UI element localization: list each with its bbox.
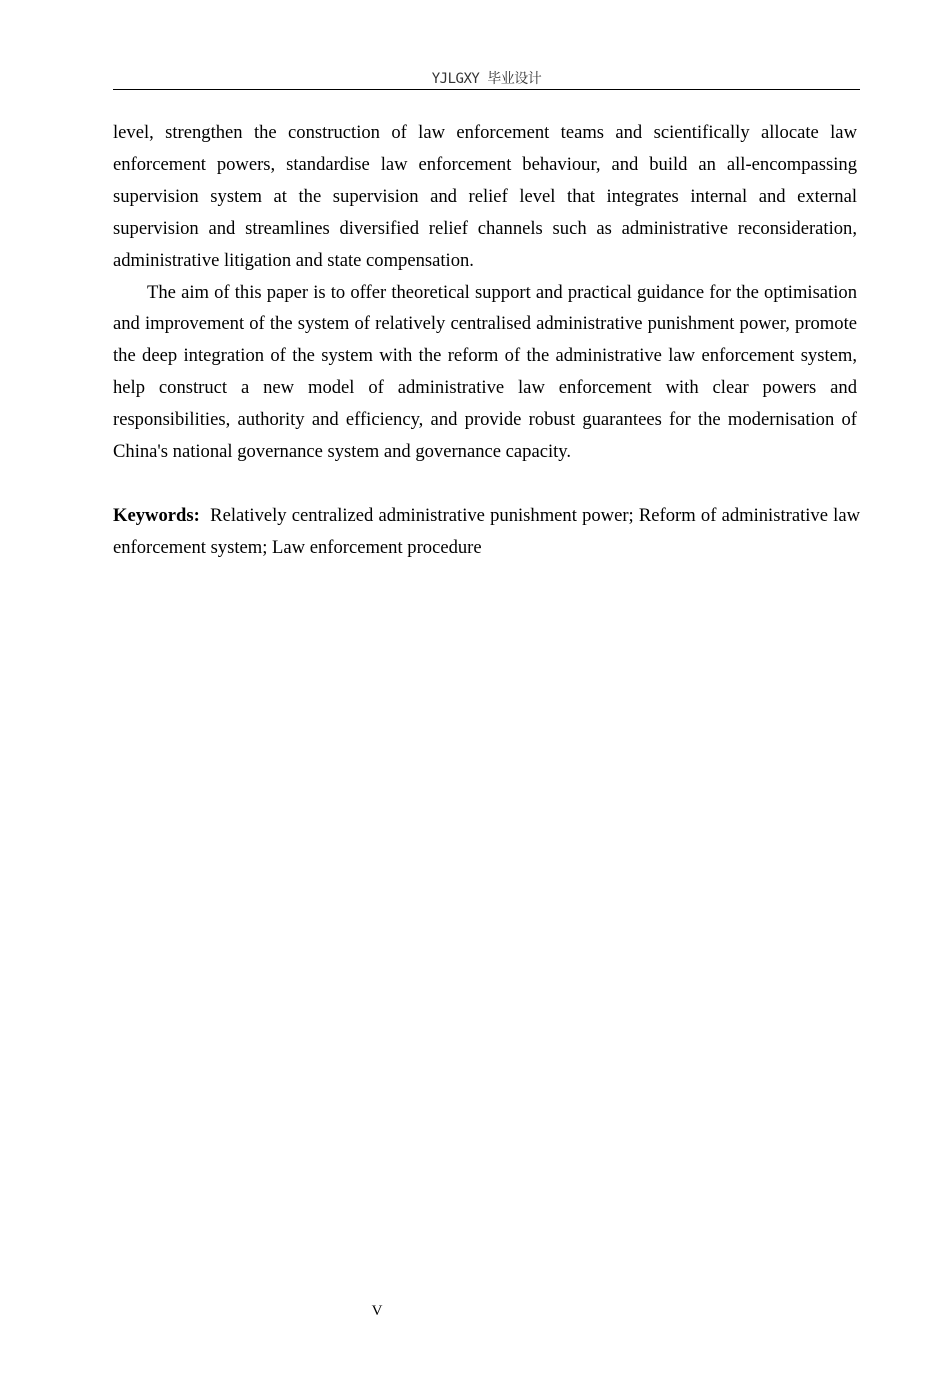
header-title: YJLGXY 毕业设计 bbox=[431, 71, 542, 87]
keywords-text: Relatively centralized administrative punishment power; Reform of administrative law enforcement system; Law enforcement procedure bbox=[113, 505, 860, 558]
keywords-section bbox=[113, 500, 860, 564]
page-header bbox=[113, 68, 860, 90]
keywords-label: Keywords: bbox=[113, 505, 200, 526]
paragraph-continuation: level, strengthen the construction of law enforcement teams and scientifically allocate law enforcement powers, standardise law enforcement behaviour, and build an all-encompassing supervision system at the supervision and relief level that integrates internal and external supervision and streamlines diversified relief channels such as administrative reconsideration, administrative litigation and state compensation. bbox=[113, 122, 857, 271]
body-text bbox=[113, 117, 857, 468]
paragraph-aim: The aim of this paper is to offer theoretical support and practical guidance for the optimisation and improvement of the system of relatively centralised administrative punishment power, promote the deep integration of the system with the reform of the administrative law enforcement system, help construct a new model of administrative law enforcement with clear powers and responsibilities, authority and efficiency, and provide robust guarantees for the modernisation of China's national governance system and governance capacity. bbox=[113, 281, 857, 463]
page-number: V bbox=[371, 1303, 383, 1319]
